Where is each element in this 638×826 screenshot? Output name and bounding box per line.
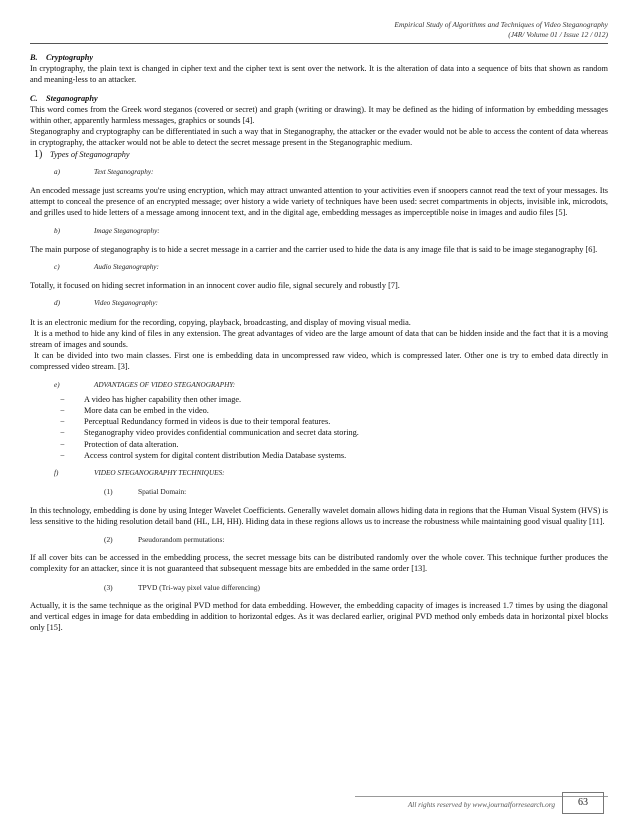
- heading-tpvd: [30, 582, 608, 593]
- item-title: Spatial Domain:: [138, 487, 187, 497]
- item-number: d): [54, 299, 60, 308]
- list-item: − Protection of data alteration.: [60, 439, 179, 449]
- heading-advantages: [30, 380, 608, 391]
- item-number: f): [54, 469, 59, 478]
- dash-bullet-icon: −: [60, 417, 65, 427]
- item-title: Audio Steganography:: [94, 263, 159, 272]
- list-item: − Perceptual Redundancy formed in videos is due to their temporal features.: [60, 417, 331, 427]
- list-item: − A video has higher capability then other image.: [60, 394, 242, 404]
- item-number: c): [54, 263, 60, 272]
- heading-techniques: [30, 468, 608, 479]
- paragraph-audio-steganography: Totally, it focused on hiding secret information in an innocent cover audio file, signal securely and robustly [7].: [30, 281, 400, 291]
- list-item: − Steganography video provides confidential communication and secret data storing.: [60, 428, 359, 438]
- item-number: e): [54, 380, 60, 389]
- body-text: [30, 52, 608, 633]
- subsection-heading-types: [30, 149, 608, 160]
- item-number: b): [54, 226, 60, 235]
- paragraph-image-steganography: The main purpose of steganography is to hide a secret message in a carrier and the carrier used to hide the data is any image file that is said to be image steganography [6].: [30, 244, 598, 254]
- journal-article-title: Empirical Study of Algorithms and Techniques of Video Steganography: [394, 20, 608, 29]
- heading-audio-steganography: [30, 262, 608, 273]
- paragraph-text-steganography: An encoded message just screams you're using encryption, which may attract unwanted attention to your activities even if snoopers cannot read the text of your messages. Its attempt to conceal the presence of an encrypted message; over history a wide variety of techniques have been used: secret compartments in objects, invisible ink, microdots, and grilles used to hide letters of a message among innocent text, and in the digital age, embedding messages as imperceptible noise in images and audio files [5].: [30, 186, 608, 218]
- section-heading-cryptography: [30, 52, 608, 63]
- item-number: (3): [104, 582, 113, 592]
- item-title: Text Steganography:: [94, 167, 154, 176]
- page-number: 63: [562, 792, 604, 814]
- heading-pseudorandom: [30, 534, 608, 545]
- item-title: VIDEO STEGANOGRAPHY TECHNIQUES:: [94, 469, 225, 478]
- item-title: ADVANTAGES OF VIDEO STEGANOGRAPHY:: [94, 380, 236, 389]
- running-header: [208, 20, 608, 40]
- dash-bullet-icon: −: [60, 439, 65, 449]
- paragraph-video-1: It is an electronic medium for the recording, copying, playback, broadcasting, and display of moving visual media.: [30, 317, 411, 327]
- dash-bullet-icon: −: [60, 406, 65, 416]
- subsection-number: 1): [34, 148, 43, 160]
- subsection-title: Types of Steganography: [50, 149, 130, 159]
- section-number: B.: [30, 53, 38, 62]
- list-item: − Access control system for digital content distribution Media Database systems.: [60, 450, 347, 460]
- item-title: Video Steganography:: [94, 299, 158, 308]
- section-title: Steganography: [46, 93, 98, 103]
- dash-bullet-icon: −: [60, 428, 65, 438]
- section-number: C.: [30, 93, 38, 103]
- item-number: (2): [104, 534, 113, 544]
- heading-text-steganography: [30, 167, 608, 178]
- item-number: a): [54, 167, 60, 176]
- paragraph-video-3: It can be divided into two main classes. First one is embedding data in uncompressed raw video, which is compressed later. Other one is try to embed data directly in compressed video stream. [3].: [30, 351, 608, 372]
- item-title: Pseudorandom permutations:: [138, 534, 225, 544]
- item-title: TPVD (Tri-way pixel value differencing): [138, 582, 260, 592]
- heading-spatial-domain: [30, 486, 608, 497]
- section-title: Cryptography: [46, 53, 94, 62]
- footer-rights: All rights reserved by www.journalforresearch.org: [407, 800, 555, 809]
- heading-video-steganography: [30, 298, 608, 309]
- header-rule: [30, 43, 608, 44]
- dash-bullet-icon: −: [60, 450, 65, 460]
- paragraph-steganography-2: Steganography and cryptography can be differentiated in such a way that in Steganography, the attacker or the evader would not be able to access the content of data whereas in cryptography, the attacker would not be able to detect the secret message present in the Steganographic medium.: [30, 127, 608, 148]
- paragraph-video-2: It is a method to hide any kind of files in any extension. The great advantages of video are the large amount of data that can be hidden inside and the fact that it is a moving stream of images and sounds.: [30, 328, 608, 350]
- paragraph-spatial-domain: In this technology, embedding is done by using Integer Wavelet Coefficients. Generally wavelet domain allows hiding data in regions that the Human Visual System (HVS) is less sensitive to the hiding resolution detail band (HL, LH, HH). Hiding data in these regions allows us to increase the robustness while maintaining good visual quality [11].: [30, 505, 608, 526]
- advantages-list: [30, 394, 608, 461]
- section-heading-steganography: [30, 93, 608, 104]
- paragraph-pseudorandom: If all cover bits can be accessed in the embedding process, the secret message bits can be distributed randomly over the whole cover. This technique further produces the complexity for an attacker, since it is not guaranteed that subsequent message bits are embedded in the same order [13].: [30, 553, 608, 574]
- list-item: − More data can be embed in the video.: [60, 406, 209, 416]
- paragraph-tpvd: Actually, it is the same technique as the original PVD method for data embedding. However, the embedding capacity of images is increased 1.7 times by using the diagonal and vertical edges in image for data embedding in addition to horizontal edges. As it was declared earlier, original PVD method only embeds data in horizontal pixel blocks only [15].: [30, 600, 608, 633]
- item-number: (1): [104, 487, 113, 497]
- item-title: Image Steganography:: [94, 226, 160, 235]
- paragraph-cryptography: In cryptography, the plain text is changed in cipher text and the cipher text is sent over the network. It is the alteration of data into a sequence of bits that shown as random and meaning-less to an attacker.: [30, 64, 608, 85]
- dash-bullet-icon: −: [60, 394, 65, 404]
- heading-image-steganography: [30, 226, 608, 237]
- journal-issue: (J4R/ Volume 01 / Issue 12 / 012): [508, 30, 608, 39]
- paragraph-steganography-1: This word comes from the Greek word steganos (covered or secret) and graph (writing or drawing). It may be defined as the hiding of information by embedding messages within other, apparently harmless messages, graphics or sounds [4].: [30, 104, 608, 126]
